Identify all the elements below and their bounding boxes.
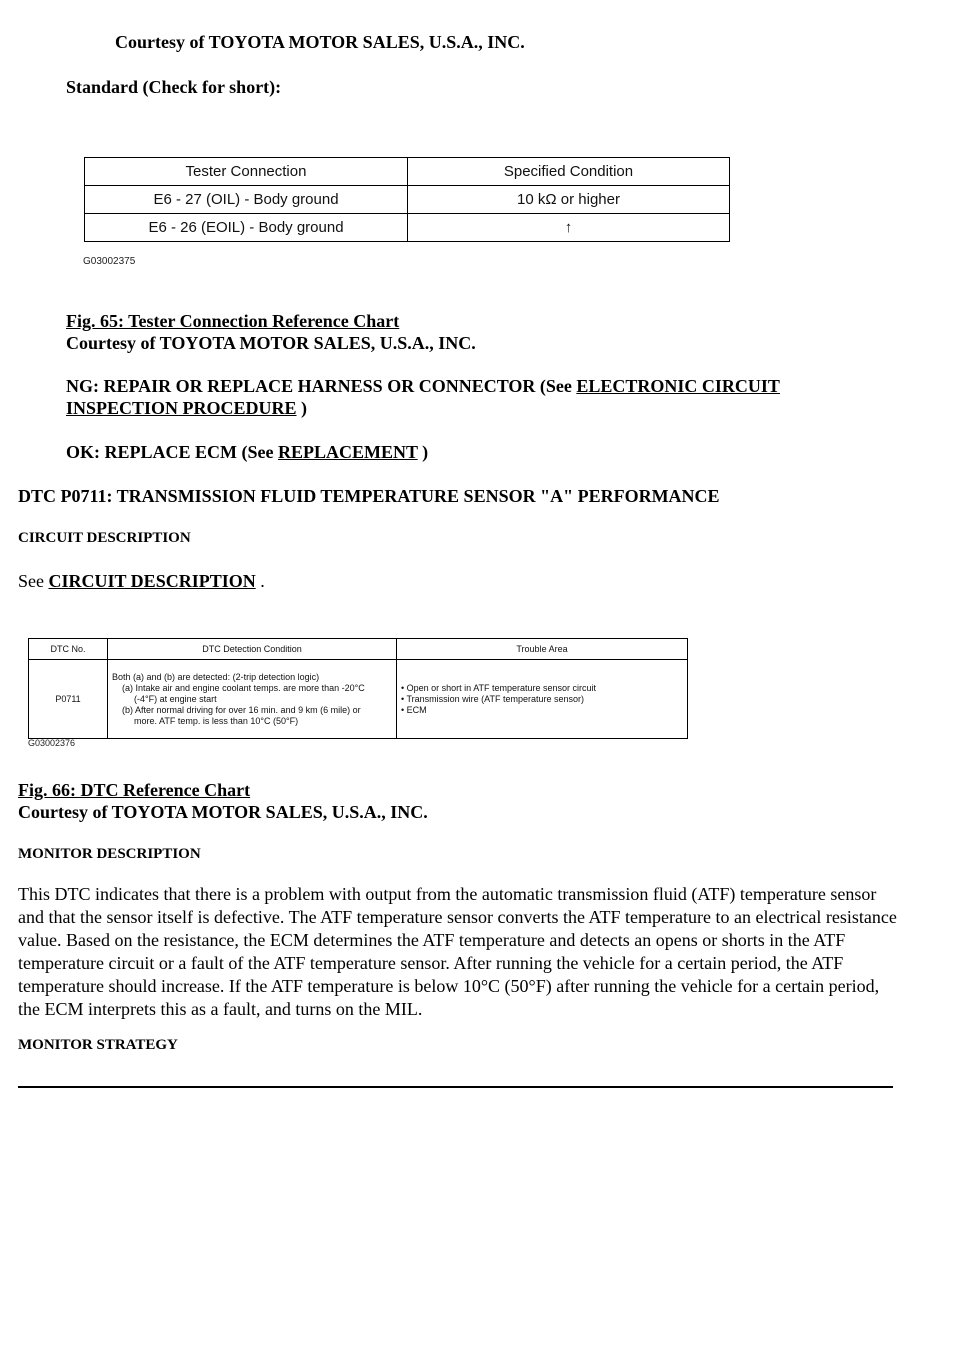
condition-line: Both (a) and (b) are detected: (2-trip detection logic) bbox=[112, 671, 320, 682]
trouble-area-cell bbox=[397, 660, 688, 739]
table-header-row bbox=[29, 639, 688, 660]
header-specified-condition: Specified Condition bbox=[408, 158, 730, 186]
tester-connection-table bbox=[84, 157, 730, 242]
table-cell: E6 - 26 (EOIL) - Body ground bbox=[85, 214, 408, 242]
trouble-area-line: • Open or short in ATF temperature sensor circuit bbox=[401, 682, 597, 693]
header-detection-condition: DTC Detection Condition bbox=[108, 639, 397, 660]
condition-line: (-4°F) at engine start bbox=[134, 693, 217, 704]
see-suffix: . bbox=[255, 571, 265, 591]
table-cell: ↑ bbox=[408, 214, 730, 242]
figure-courtesy: Courtesy of TOYOTA MOTOR SALES, U.S.A., INC. bbox=[18, 802, 428, 822]
figure-caption[interactable] bbox=[66, 310, 399, 332]
circuit-description-link[interactable]: CIRCUIT DESCRIPTION bbox=[48, 571, 256, 591]
electronic-circuit-link[interactable]: ELECTRONIC CIRCUIT bbox=[576, 376, 780, 396]
condition-line: (b) After normal driving for over 16 min. and 9 km (6 mile) or bbox=[122, 704, 361, 715]
table-cell: 10 kΩ or higher bbox=[408, 186, 730, 214]
see-prefix: See bbox=[18, 571, 49, 591]
dtc-title: DTC P0711: TRANSMISSION FLUID TEMPERATURE SENSOR "A" PERFORMANCE bbox=[18, 486, 720, 506]
header-tester-connection: Tester Connection bbox=[85, 158, 408, 186]
page-divider bbox=[18, 1086, 893, 1088]
dtc-number: P0711 bbox=[29, 660, 108, 739]
table-row bbox=[29, 660, 688, 739]
ng-prefix: NG: REPAIR OR REPLACE HARNESS OR CONNECTOR (See bbox=[66, 376, 577, 396]
ok-prefix: OK: REPLACE ECM (See bbox=[66, 442, 278, 462]
table-header-row bbox=[85, 158, 730, 186]
fig65-caption-link[interactable]: Fig. 65: Tester Connection Reference Chart bbox=[66, 311, 400, 331]
ng-suffix: ) bbox=[296, 398, 308, 418]
header-trouble-area: Trouble Area bbox=[397, 639, 688, 660]
see-line bbox=[18, 570, 265, 592]
ok-instruction bbox=[66, 441, 428, 463]
table-row bbox=[85, 186, 730, 214]
trouble-area-line: • ECM bbox=[401, 704, 427, 715]
monitor-description-heading: MONITOR DESCRIPTION bbox=[18, 846, 201, 862]
header-dtc-no: DTC No. bbox=[29, 639, 108, 660]
ok-suffix: ) bbox=[417, 442, 429, 462]
condition-line: more. ATF temp. is less than 10°C (50°F) bbox=[134, 715, 299, 726]
circuit-description-heading: CIRCUIT DESCRIPTION bbox=[18, 530, 191, 546]
figure-code: G03002376 bbox=[28, 738, 76, 748]
courtesy-top: Courtesy of TOYOTA MOTOR SALES, U.S.A., INC. bbox=[115, 32, 525, 52]
monitor-strategy-heading: MONITOR STRATEGY bbox=[18, 1037, 178, 1053]
figure-courtesy: Courtesy of TOYOTA MOTOR SALES, U.S.A., INC. bbox=[66, 333, 476, 353]
fig66-caption-link[interactable]: Fig. 66: DTC Reference Chart bbox=[18, 780, 251, 800]
figure-caption[interactable] bbox=[18, 779, 250, 801]
replacement-link[interactable]: REPLACEMENT bbox=[277, 442, 418, 462]
trouble-area-line: • Transmission wire (ATF temperature sensor) bbox=[401, 693, 585, 704]
standard-heading: Standard (Check for short): bbox=[66, 77, 282, 97]
ng-instruction bbox=[66, 375, 926, 419]
dtc-reference-table bbox=[28, 638, 688, 739]
detection-condition-cell bbox=[108, 660, 397, 739]
monitor-description-text: This DTC indicates that there is a problem with output from the automatic transmission fluid (ATF) temperature sensor and that the sensor itself is defective. The ATF temperature sensor converts the ATF temperature to an electrical resistance value. Based on the resistance, the ECM determines the ATF temperature and detects an opens or shorts in the ATF temperature circuit or a fault of the ATF temperature sensor. After running the vehicle for a certain period, the ATF temperature should increase. If the ATF temperature is below 10°C (50°F) after running the vehicle for a certain period, the ECM interprets this as a fault, and turns on the MIL. bbox=[18, 884, 897, 1019]
figure-code: G03002375 bbox=[83, 256, 136, 267]
inspection-procedure-link[interactable]: INSPECTION PROCEDURE bbox=[66, 398, 297, 418]
table-row bbox=[85, 214, 730, 242]
table-cell: E6 - 27 (OIL) - Body ground bbox=[85, 186, 408, 214]
condition-line: (a) Intake air and engine coolant temps. are more than -20°C bbox=[122, 682, 365, 693]
